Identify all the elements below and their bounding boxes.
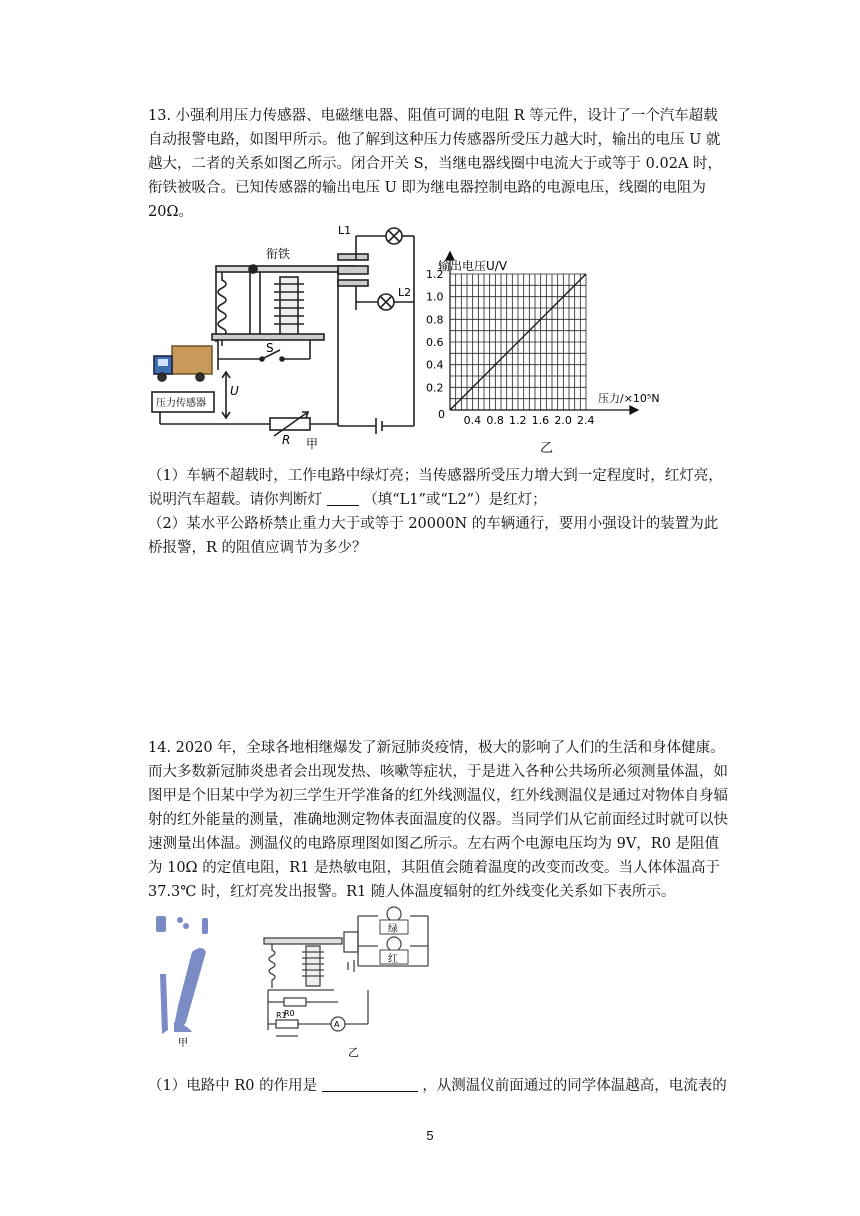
chart-xtick-label: 1.2 [509,414,527,427]
resistor-label: R [282,433,291,447]
lamp2-label: L2 [398,286,412,299]
chart-ytick-label: 0.4 [426,358,444,372]
chart-xtick-label: 0.8 [486,414,504,427]
chart-ytick-label: 1.2 [426,268,444,281]
q13-answer-blank[interactable] [327,493,359,506]
q14-intro: 14. 2020 年，全球各地相继爆发了新冠肺炎疫情，极大的影响了人们的生活和身体健康。而大多数新冠肺炎患者会出现发热、咳嗽等症状，于是进入各种公共场所必须测量体温，如图甲是个旧某中学为初三学生开学准备的红外线测温仪，红外线测温仪是通过对物体自身辐射的红外能量的测量，准确地测定物体表面温度的仪器。当同学们从它前面经过时就可以快速测量出体温。测温仪的电路原理图如图乙所示。左右两个电源电压均为 9V，R0 是阻值为 10Ω 的定值电阻，R1 是热敏电阻，其阻值会随着温度的改变而改变。当人体体温高于 37.3℃ 时，红灯亮发出报警。R1 随人体温度辐射的红外线变化关系如下表所示。 [148,740,728,900]
chart-ytick-label: 0.2 [426,381,444,395]
q14-figure-jia [148,912,238,1052]
q14-part1-text-b: ，从测温仪前面通过的同学体温越高，电流表的 [422,1078,727,1094]
chart-x-arrow [630,406,638,414]
chart-xtick-label: 0.4 [463,414,482,427]
chart-xlabel: 压力/×10⁵N [598,392,660,405]
r0-label: R0 [284,1009,295,1018]
chart-ytick-label: 0.8 [426,313,444,327]
pivot [249,265,257,273]
red-lamp-label: 红 [388,954,398,965]
green-lamp-label: 绿 [388,924,398,935]
q14-fig-jia-caption: 甲 [178,1038,188,1049]
sensor-label: 压力传感器 [156,398,206,409]
armature-label: 衔铁 [266,247,291,261]
q13-part1-text-a: （1）车辆不超载时，工作电路中绿灯亮；当传感器所受压力增大到一定程度时，红灯亮，说明汽车超载。请你判断灯 [148,468,723,508]
chart-xtick-label: 1.6 [531,414,550,427]
q14-figure-yi [248,902,438,1062]
q14-fig-yi-caption: 乙 [348,1046,359,1059]
q14-answer-blank[interactable] [322,1079,418,1092]
q13-part2: （2）某水平公路桥禁止重力大于或等于 20000N 的车辆通行，要用小强设计的装置为此桥报警，R 的阻值应调节为多少？ [148,516,719,556]
q13-intro: 13. 小强利用压力传感器、电磁继电器、阻值可调的电阻 R 等元件，设计了一个汽车超载自动报警电路，如图甲所示。他了解到这种压力传感器所受压力越大时，输出的电压 U 就越大，二者的关系如图乙所示。闭合开关 S，当继电器线圈中电流大于或等于 0.02A 时，衔铁被吸合。已知传感器的输出电压 U 即为继电器控制电路的电源电压，线圈的电阻为 20Ω。 [148,108,723,220]
voltage-label: U [230,384,239,398]
chart-ytick-label: 0.6 [426,336,444,349]
chart-origin-label: 0 [438,408,445,421]
r1-label: R1 [276,1011,287,1020]
chart-xtick-label: 2.0 [554,414,572,427]
q13-figure-jia [150,222,435,452]
chart-ylabel: 输出电压U/V [438,259,508,273]
page-number: 5 [426,1128,434,1143]
q14-part1 [148,1074,728,1098]
q13-figure-yi-chart [422,244,662,454]
fig-yi-caption: 乙 [540,441,554,454]
fig-jia-caption: 甲 [306,437,319,451]
lamp1-label: L1 [338,224,352,237]
chart-ytick-label: 1.0 [426,290,444,304]
q13-part1-text-b: （填“L1”或“L2”）是红灯； [363,492,547,508]
q14-part1-text-a: （1）电路中 R0 的作用是 [148,1078,318,1094]
chart-xtick-label: 2.4 [577,414,595,427]
switch-label: S [266,341,274,355]
ammeter-label: A [334,1020,340,1029]
q13-part1 [148,464,728,512]
